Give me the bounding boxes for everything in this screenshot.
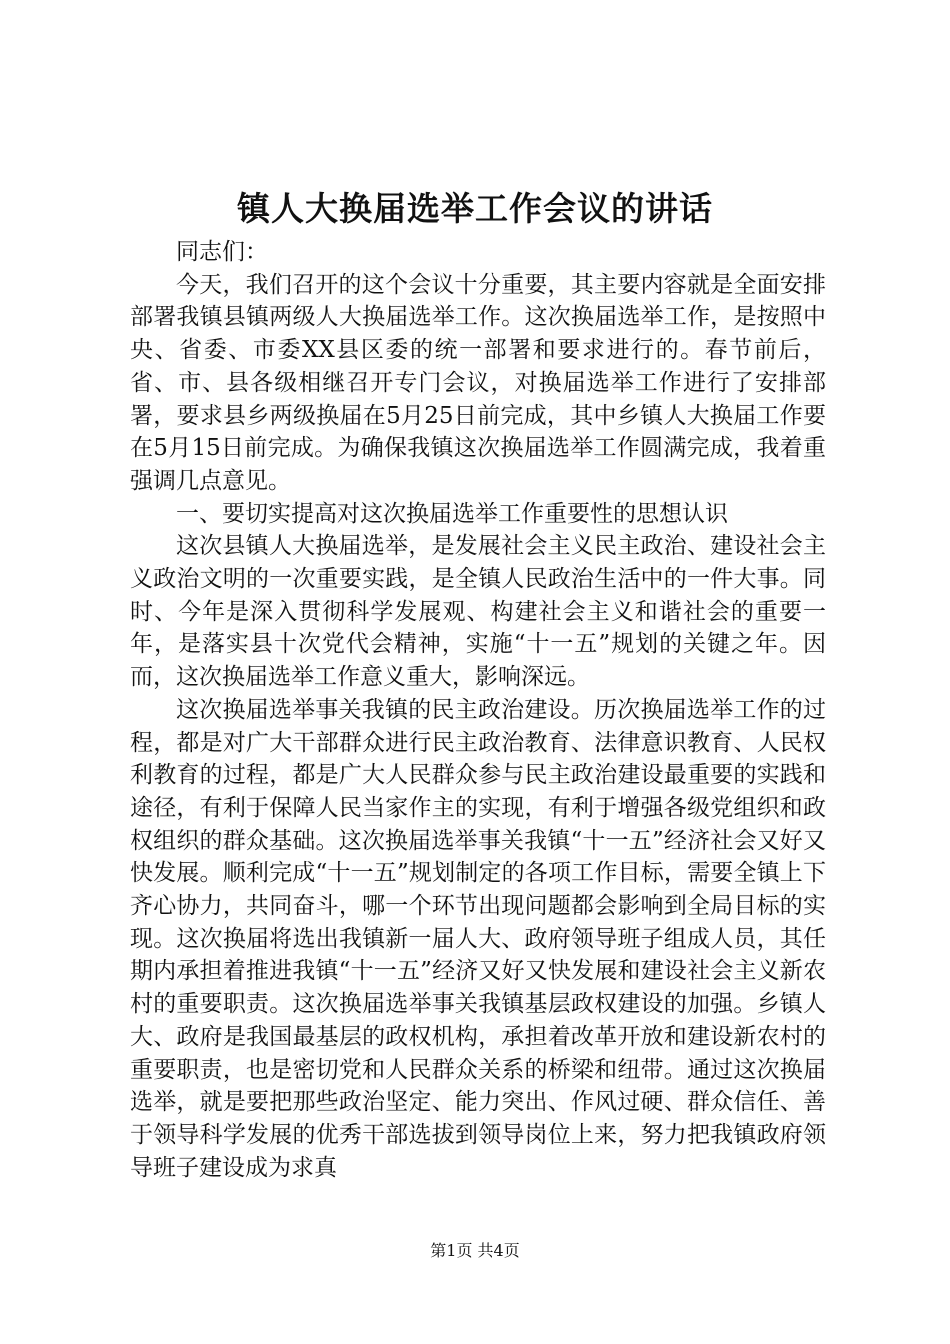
document-body (130, 236, 826, 1184)
paragraph-significance: 这次县镇人大换届选举，是发展社会主义民主政治、建设社会主义政治文明的一次重要实践，是全镇人民政治生活中的一件大事。同时、今年是深入贯彻科学发展观、构建社会主义和谐社会的重要一年，是落实县十次党代会精神，实施“十一五”规划的关键之年。因而，这次换届选举工作意义重大，影响深远。 (130, 533, 826, 691)
paragraph-intro: 今天，我们召开的这个会议十分重要，其主要内容就是全面安排部署我镇县镇两级人大换届选举工作。这次换届选举工作，是按照中央、省委、市委XX县区委的统一部署和要求进行的。春节前后，省、市、县各级相继召开专门会议，对换届选举工作进行了安排部署，要求县乡两级换届在5月25日前完成，其中乡镇人大换届工作要在5月15日前完成。为确保我镇这次换届选举工作圆满完成，我着重强调几点意见。 (130, 271, 826, 494)
salutation: 同志们： (176, 239, 268, 265)
document-title: 镇人大换届选举工作会议的讲话 (237, 189, 713, 228)
section-heading-1: 一、要切实提高对这次换届选举工作重要性的思想认识 (176, 500, 728, 527)
page-number-footer: 第1页 共4页 (430, 1241, 520, 1260)
paragraph-democracy: 这次换届选举事关我镇的民主政治建设。历次换届选举工作的过程，都是对广大干部群众进行民主政治教育、法律意识教育、人民权利教育的过程，都是广大人民群众参与民主政治建设最重要的实践和途径，有利于保障人民当家作主的实现，有利于增强各级党组织和政权组织的群众基础。这次换届选举事关我镇“十一五”经济社会又好又快发展。顺利完成“十一五”规划制定的各项工作目标，需要全镇上下齐心协力，共同奋斗，哪一个环节出现问题都会影响到全局目标的实现。这次换届将选出我镇新一届人大、政府领导班子组成人员，其任期内承担着推进我镇“十一五”经济又好又快发展和建设社会主义新农村的重要职责。这次换届选举事关我镇基层政权建设的加强。乡镇人大、政府是我国最基层的政权机构，承担着改革开放和建设新农村的重要职责，也是密切党和人民群众关系的桥梁和纽带。通过这次换届选举，就是要把那些政治坚定、能力突出、作风过硬、群众信任、善于领导科学发展的优秀干部选拔到领导岗位上来，努力把我镇政府领导班子建设成为求真 (130, 696, 826, 1181)
